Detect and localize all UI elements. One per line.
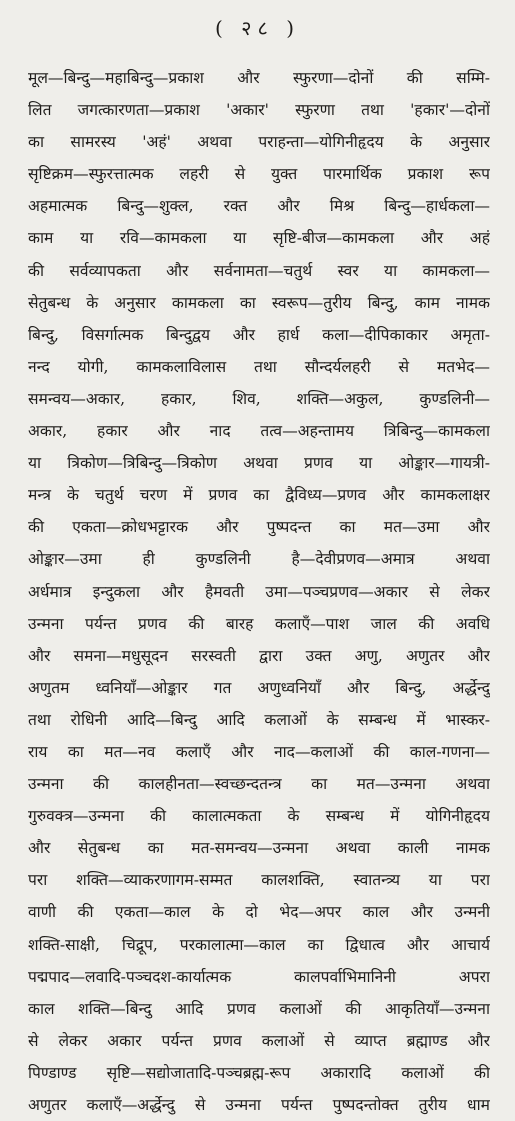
text-line: लित जगत्कारणता—प्रकाश 'अकार' स्फुरणा तथा 'हकार'—दोनों [28,101,490,120]
text-line: पिण्डाण्ड सृष्टि—सद्योजातादि-पञ्चब्रह्म-रूप अकारादि कलाओं की [28,1063,490,1082]
text-line: काल शक्ति—बिन्दु आदि प्रणव कलाओं की आकृतियाँ—उन्मना [28,999,490,1018]
text-line: मूल—बिन्दु—महाबिन्दु—प्रकाश और स्फुरणा—दोनों की सम्मि- [28,69,490,87]
text-line: सेतुबन्ध के अनुसार कामकला का स्वरूप—तुरीय बिन्दु, काम नामक [28,293,490,312]
text-line: की एकता—क्रोधभट्टारक और पुष्पदन्त का मत—उमा और [28,518,490,537]
text-line: ओङ्कार—उमा ही कुण्डलिनी है—देवीप्रणव—अमात्र अथवा [28,550,490,569]
body-text [28,62,490,1121]
text-line: समन्वय—अकार, हकार, शिव, शक्ति—अकुल, कुण्डलिनी— [28,389,490,408]
text-line: अहमात्मक बिन्दु—शुक्ल, रक्त और मिश्र बिन्दु—हार्धकला— [28,197,490,216]
text-line: परा शक्ति—व्याकरणागम-सम्मत कालशक्ति, स्वातन्त्र्य या परा [28,871,490,890]
text-line: नन्द योगी, कामकलाविलास तथा सौन्दर्यलहरी से मतभेद— [28,357,490,376]
text-line: सृष्टिक्रम—स्फुरत्तात्मक लहरी से युक्त पारमार्थिक प्रकाश रूप [28,165,490,184]
text-line: उन्मना पर्यन्त प्रणव की बारह कलाएँ—पाश जाल की अवधि [28,614,490,633]
text-line: से लेकर अकार पर्यन्त प्रणव कलाओं से व्याप्त ब्रह्माण्ड और [28,1031,490,1050]
text-line: वाणी की एकता—काल के दो भेद—अपर काल और उन्मनी [28,903,490,922]
text-line: तथा रोधिनी आदि—बिन्दु आदि कलाओं के सम्बन्ध में भास्कर- [28,710,490,729]
text-line: और समना—मधुसूदन सरस्वती द्वारा उक्त अणु, अणुतर और [28,646,490,665]
text-line: और सेतुबन्ध का मत-समन्वय—उन्मना अथवा काली नामक [28,839,490,858]
text-line: बिन्दु, विसर्गात्मक बिन्दुद्वय और हार्ध कला—दीपिकाकार अमृता- [28,325,490,344]
text-line: का सामरस्य 'अहं' अथवा पराहन्ता—योगिनीहृदय के अनुसार [28,133,490,152]
text-line: की सर्वव्यापकता और सर्वनामता—चतुर्थ स्वर या कामकला— [28,261,490,280]
text-line: अणुतम ध्वनियाँ—ओङ्कार गत अणुध्वनियाँ और बिन्दु, अर्द्धेन्दु [28,678,490,697]
text-line: पद्मपाद—लवादि-पञ्चदश-कार्यात्मक कालपर्वाभिमानिनी अपरा [28,967,490,986]
text-line: अणुतर कलाएँ—अर्द्धेन्दु से उन्मना पर्यन्त पुष्पदन्तोक्त तुरीय धाम [28,1096,490,1114]
text-line: राय का मत—नव कलाएँ और नाद—कलाओं की काल-गणना— [28,742,490,761]
text-line: या त्रिकोण—त्रिबिन्दु—त्रिकोण अथवा प्रणव या ओङ्कार—गायत्री- [28,454,490,473]
text-line: शक्ति-साक्षी, चिद्रूप, परकालात्मा—काल का द्विधात्व और आचार्य [28,935,490,954]
text-line: अर्धमात्र इन्दुकला और हैमवती उमा—पञ्चप्रणव—अकार से लेकर [28,582,490,601]
text-line: उन्मना की कालहीनता—स्वच्छन्दतन्त्र का मत—उन्मना अथवा [28,775,490,794]
text-line: अकार, हकार और नाद तत्व—अहन्तामय त्रिबिन्दु—कामकला [28,422,490,441]
text-line: काम या रवि—कामकला या सृष्टि-बीज—कामकला और अहं [28,229,490,248]
page-number: ( २८ ) [214,16,301,40]
text-line: मन्त्र के चतुर्थ चरण में प्रणव का द्वैविध्य—प्रणव और कामकलाक्षर [28,486,490,505]
text-line: गुरुवक्त्र—उन्मना की कालात्मकता के सम्बन्ध में योगिनीहृदय [28,807,490,826]
